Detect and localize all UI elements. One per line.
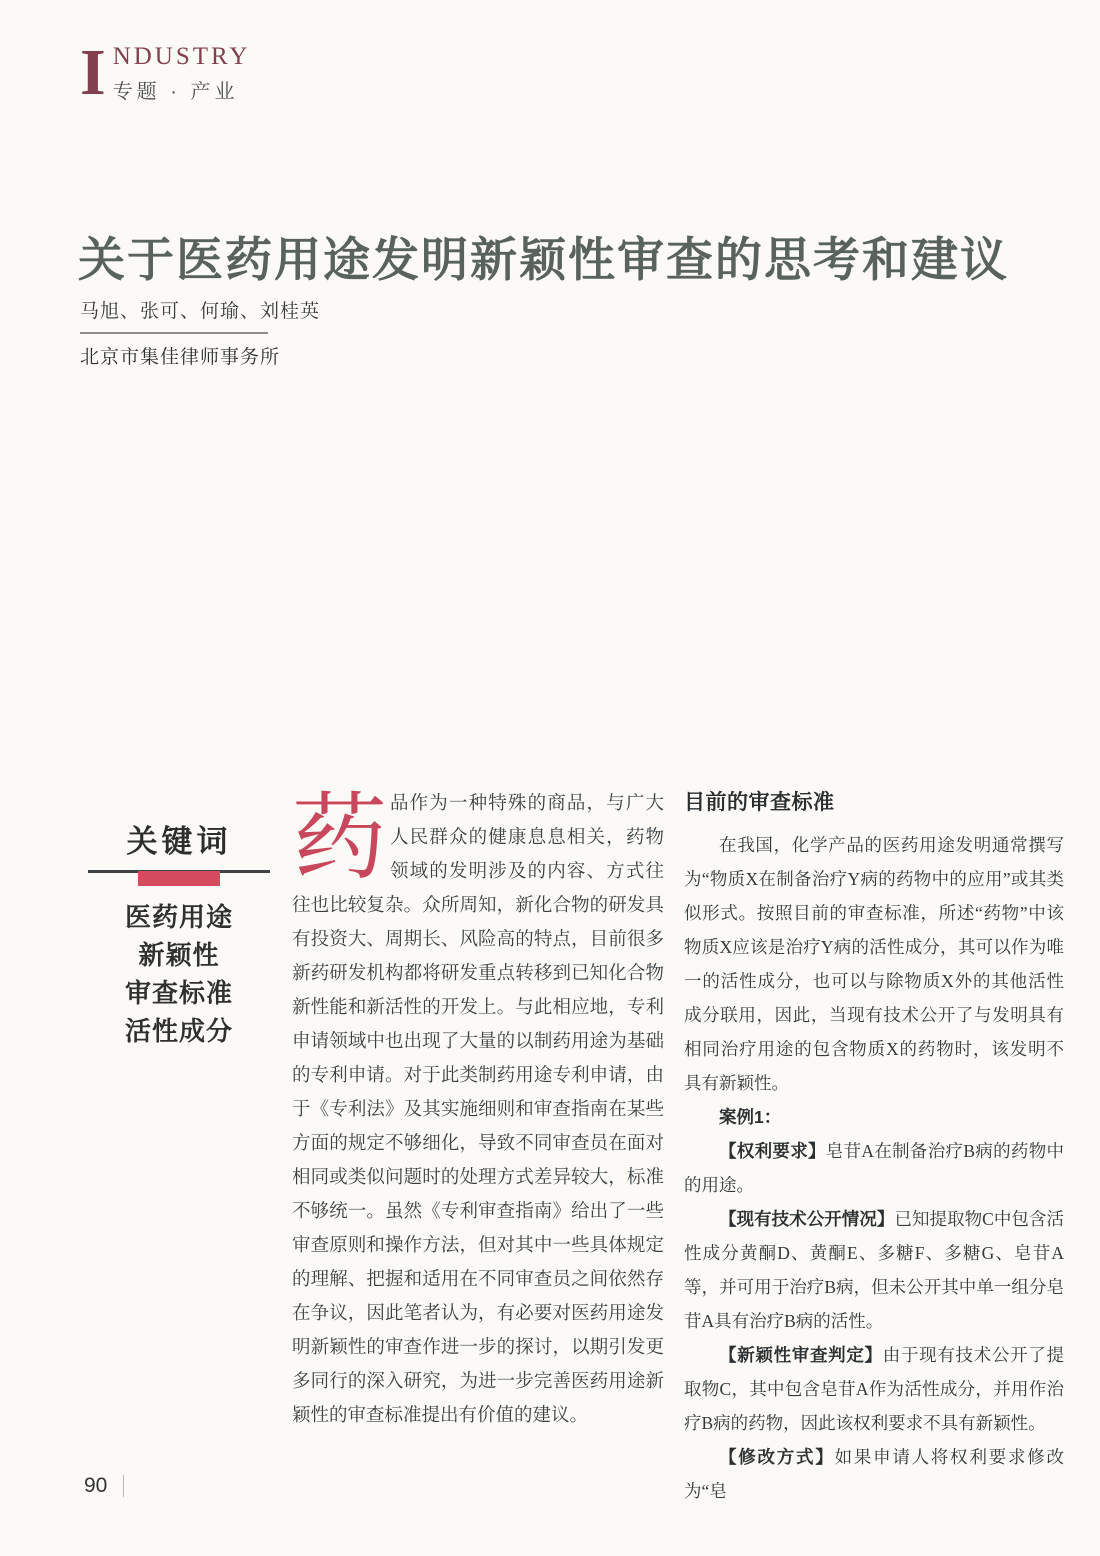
paragraph-text: 皂苷A在制备治疗B病的药物中的用途。 bbox=[684, 1141, 1064, 1195]
body-paragraph bbox=[684, 1202, 1064, 1338]
dropcap-character: 药 bbox=[292, 785, 388, 891]
keyword-item: 医药用途 bbox=[124, 903, 233, 932]
paragraph-label: 【新颖性审查判定】 bbox=[719, 1345, 883, 1365]
body-paragraph bbox=[684, 1134, 1064, 1202]
masthead-initial-letter: I bbox=[80, 36, 106, 109]
paragraph-text: 在我国，化学产品的医药用途发明通常撰写为“物质X在制备治疗Y病的药物中的应用”或其类似形式。按照目前的审查标准，所述“药物”中该物质X应该是治疗Y病的活性成分，其可以作为唯一的活性成分，也可以与除物质X外的其他活性成分联用，因此，当现有技术公开了与发明具有相同治疗用途的包含物质X的药物时，该发明不具有新颖性。 bbox=[684, 835, 1064, 1093]
paragraph-text: 如果申请人将权利要求修改为“皂 bbox=[684, 1447, 1065, 1501]
footer-divider bbox=[123, 1475, 124, 1497]
keywords-separator-accent bbox=[138, 871, 220, 886]
paragraph-text: 由于现有技术公开了提取物C，其中包含皂苷A作为活性成分，并用作治疗B病的药物，因此该权利要求不具有新颖性。 bbox=[684, 1345, 1064, 1433]
masthead-text-block bbox=[113, 44, 251, 104]
article-title: 关于医药用途发明新颖性审查的思考和建议 bbox=[78, 233, 1009, 287]
paragraph-label: 【修改方式】 bbox=[719, 1447, 835, 1467]
authors: 马旭、张可、何瑜、刘桂英 bbox=[80, 301, 321, 322]
affiliation: 北京市集佳律师事务所 bbox=[80, 347, 281, 368]
keywords-separator bbox=[88, 870, 270, 886]
keyword-item: 新颖性 bbox=[138, 941, 220, 970]
keyword-item: 活性成分 bbox=[124, 1017, 233, 1046]
body-paragraph bbox=[684, 828, 1064, 1100]
section-masthead bbox=[80, 36, 251, 109]
keyword-item: 审查标准 bbox=[124, 979, 233, 1008]
section-heading: 目前的审查标准 bbox=[684, 791, 835, 814]
byline-divider bbox=[80, 332, 268, 334]
keywords-sidebar bbox=[88, 816, 270, 1051]
paragraph-label: 【权利要求】 bbox=[719, 1141, 826, 1161]
masthead-word: NDUSTRY bbox=[112, 43, 251, 70]
keywords-list bbox=[88, 899, 270, 1051]
right-column bbox=[684, 786, 1064, 1508]
intro-column bbox=[292, 787, 664, 1433]
body-paragraph bbox=[684, 1100, 1064, 1134]
body-paragraph bbox=[684, 1338, 1064, 1440]
page-footer bbox=[84, 1474, 124, 1498]
body-paragraph bbox=[684, 1440, 1064, 1508]
page-number: 90 bbox=[84, 1474, 108, 1497]
paragraph-label: 【现有技术公开情况】 bbox=[719, 1209, 895, 1229]
paragraph-label: 案例1： bbox=[719, 1107, 782, 1127]
keywords-heading: 关键词 bbox=[126, 824, 232, 859]
masthead-subtitle: 专题 · 产业 bbox=[112, 81, 239, 103]
intro-paragraph: 品作为一种特殊的商品，与广大人民群众的健康息息相关，药物领域的发明涉及的内容、方式往往也比较复杂。众所周知，新化合物的研发具有投资大、周期长、风险高的特点，目前很多新药研发机构都将研发重点转移到已知化合物新性能和新活性的开发上。与此相应地，专利申请领域中也出现了大量的以制药用途为基础的专利申请。对于此类制药用途专利申请，由于《专利法》及其实施细则和审查指南在某些方面的规定不够细化，导致不同审查员在面对相同或类似问题时的处理方式差异较大，标准不够统一。虽然《专利审查指南》给出了一些审查原则和操作方法，但对其中一些具体规定的理解、把握和适用在不同审查员之间依然存在争议，因此笔者认为，有必要对医药用途发明新颖性的审查作进一步的探讨，以期引发更多同行的深入研究，为进一步完善医药用途新颖性的审查标准提出有价值的建议。 bbox=[292, 794, 664, 1426]
byline-block bbox=[80, 296, 320, 369]
paragraph-text: 已知提取物C中包含活性成分黄酮D、黄酮E、多糖F、多糖G、皂苷A等，并可用于治疗B病，但未公开其中单一组分皂苷A具有治疗B病的活性。 bbox=[684, 1209, 1065, 1331]
